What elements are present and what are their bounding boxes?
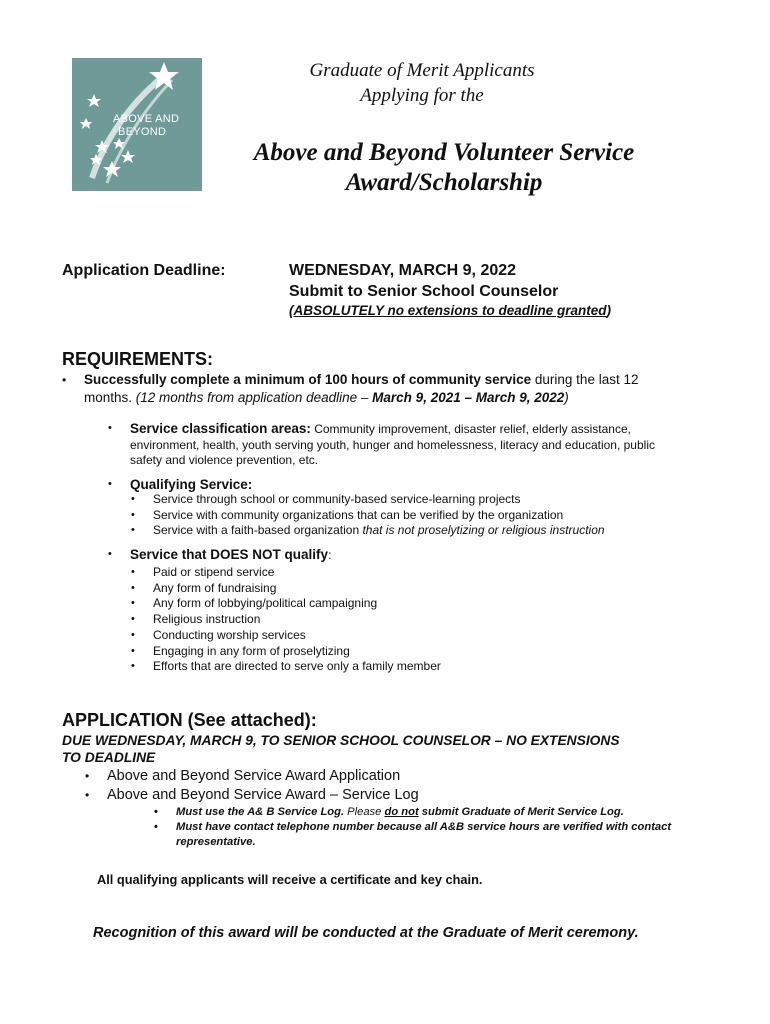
- classification-label: Service classification areas: [130, 421, 307, 436]
- list-item: • Religious instruction: [153, 612, 673, 628]
- list-item: • Any form of fundraising: [153, 581, 673, 597]
- not-qualify-colon: :: [328, 548, 332, 562]
- list-item: • Service with community organizations that can be verified by the organization: [153, 508, 693, 524]
- deadline-note-close: ): [606, 303, 612, 318]
- requirement-range-dates: March 9, 2021 – March 9, 2022: [372, 390, 565, 405]
- log-note1-plain: Please: [344, 806, 385, 818]
- above-and-beyond-logo: [72, 58, 202, 191]
- header-line2: Applying for the: [360, 85, 484, 106]
- deadline-note-open: (: [289, 303, 294, 318]
- list-item: • Efforts that are directed to serve only a family member: [153, 659, 673, 675]
- deadline-submit-to: Submit to Senior School Counselor: [289, 283, 559, 300]
- requirements-heading: REQUIREMENTS:: [62, 349, 214, 369]
- list-item: • Must have contact telephone number because all A&B service hours are verified with contact representative.: [176, 820, 691, 850]
- classification-text: Community improvement, disaster relief, elderly assistance, environment, health, youth serving youth, hunger and homelessness, literacy and education, public safety and violence prevention, etc.: [130, 422, 655, 467]
- requirement-main: [84, 371, 684, 407]
- list-item: [176, 805, 691, 820]
- deadline-label: Application Deadline:: [62, 262, 226, 279]
- list-item: • Paid or stipend service: [153, 565, 673, 581]
- qualifying-item3-text: Service with a faith-based organization: [153, 523, 363, 538]
- requirement-main-rest: during the last 12 months.: [84, 372, 639, 405]
- application-due-line2: TO DEADLINE: [62, 750, 156, 765]
- recognition-note: Recognition of this award will be conducted at the Graduate of Merit ceremony.: [93, 925, 639, 941]
- logo-text-line1: ABOVE AND: [113, 113, 180, 125]
- requirement-range-prefix: (12 months from application deadline –: [135, 390, 373, 405]
- qualifying-item3-italic: that is not proselytizing or religious instruction: [362, 523, 605, 538]
- qualifying-list: [153, 492, 693, 539]
- deadline-date: WEDNESDAY, MARCH 9, 2022: [289, 262, 517, 279]
- not-qualify-list: [153, 565, 673, 675]
- certificate-note: All qualifying applicants will receive a certificate and key chain.: [97, 872, 483, 887]
- deadline-note-text: ABSOLUTELY no extensions to deadline granted: [293, 303, 607, 318]
- log-note1-underline: do not: [384, 806, 419, 818]
- log-note1-bold: Must use the A& B Service Log.: [176, 806, 345, 818]
- not-qualify-heading-item: [130, 547, 331, 564]
- list-item: • Above and Beyond Service Award – Service Log: [107, 786, 667, 805]
- logo-text-line2: BEYOND: [118, 126, 167, 138]
- deadline-note: [289, 303, 611, 318]
- application-due-line1: DUE WEDNESDAY, MARCH 9, TO SENIOR SCHOOL COUNSELOR – NO EXTENSIONS: [62, 733, 620, 748]
- classification-colon: :: [306, 421, 311, 436]
- log-note1-end: submit Graduate of Merit Service Log.: [418, 806, 624, 818]
- list-item: • Engaging in any form of proselytizing: [153, 644, 673, 660]
- not-qualify-label: Service that DOES NOT qualify: [130, 547, 329, 562]
- page-title-line2: Award/Scholarship: [345, 169, 543, 196]
- page-title-line1: Above and Beyond Volunteer Service: [253, 139, 635, 166]
- service-log-notes: [176, 805, 691, 850]
- list-item: • Conducting worship services: [153, 628, 673, 644]
- header-line1: Graduate of Merit Applicants: [309, 60, 535, 81]
- requirement-main-bold: Successfully complete a minimum of 100 hours of community service: [84, 372, 532, 387]
- list-item: • Above and Beyond Service Award Application: [107, 767, 667, 786]
- application-heading: APPLICATION (See attached):: [62, 710, 317, 730]
- application-list: [107, 767, 667, 805]
- list-item: • Any form of lobbying/political campaigning: [153, 596, 673, 612]
- qualifying-label: Qualifying Service:: [130, 477, 253, 492]
- list-item: [153, 523, 693, 539]
- list-item: • Service through school or community-based service-learning projects: [153, 492, 693, 508]
- classification-item: [130, 421, 690, 469]
- requirement-range-suffix: ): [564, 390, 569, 405]
